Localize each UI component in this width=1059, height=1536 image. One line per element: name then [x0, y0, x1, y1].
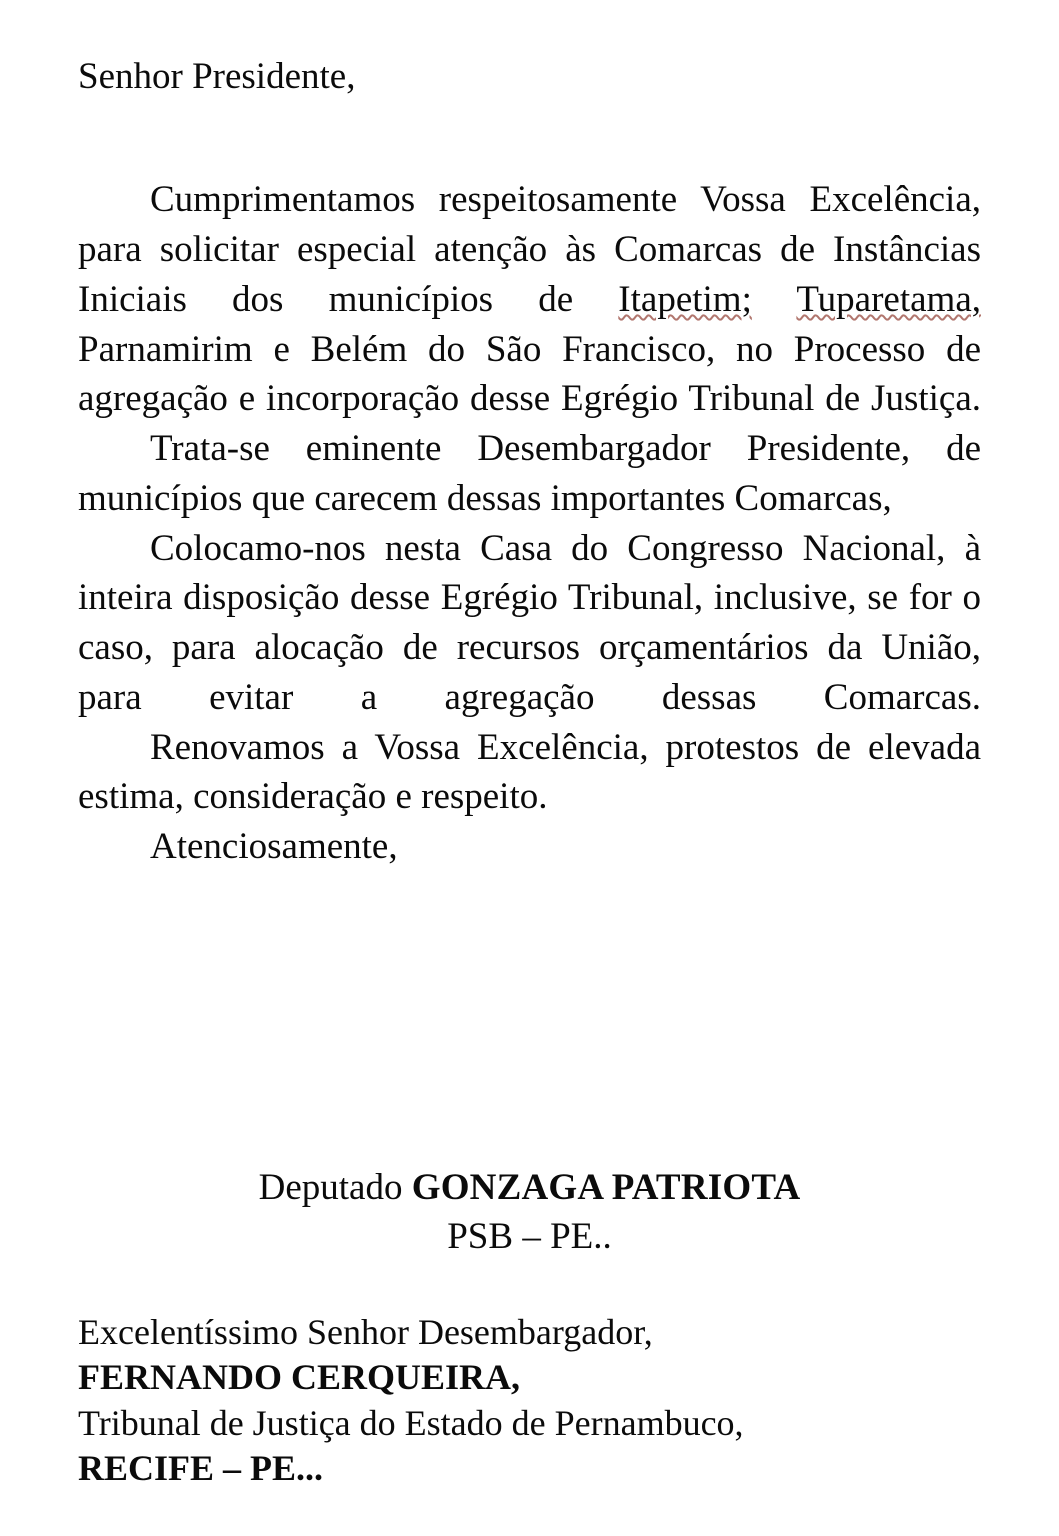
recipient-line-name: FERNANDO CERQUEIRA,: [78, 1357, 521, 1398]
p1-space-a: [752, 279, 797, 320]
salutation-line: Senhor Presidente,: [78, 56, 356, 97]
recipient-line-title: Excelentíssimo Senhor Desembargador,: [78, 1312, 653, 1352]
recipient-line-city: RECIFE – PE...: [78, 1448, 324, 1489]
paragraph-3: Colocamo-nos nesta Casa do Congresso Nacional, à inteira disposição desse Egrégio Tribunal, inclusive, se for o caso, para alocação de recursos orçamentários da União, para evitar a agregação dessas Comarcas.: [78, 527, 981, 718]
paragraph-2: Trata-se eminente Desembargador Presidente, de municípios que carecem dessas importantes Comarcas,: [78, 428, 981, 519]
signature-block: [78, 1163, 981, 1261]
recipient-line-institution: Tribunal de Justiça do Estado de Pernambuco,: [78, 1402, 744, 1443]
signature-name: GONZAGA PATRIOTA: [411, 1167, 801, 1208]
letter-paragraphs: [78, 175, 981, 872]
misspelled-word-itapetim[interactable]: Itapetim;: [618, 278, 752, 320]
signature-party: PSB – PE..: [447, 1216, 612, 1258]
recipient-block: [78, 1310, 981, 1491]
p1-segment-a: Cumprimentamos respeitosamente Vossa Excelência, para solicitar especial atenção às Comarcas de Instâncias Iniciais dos municípios de: [78, 179, 981, 320]
letter-body: [78, 56, 981, 872]
signature-title: Deputado: [258, 1167, 412, 1208]
paragraph-1: [78, 175, 981, 424]
closing-line: Atenciosamente,: [150, 826, 398, 868]
p1-segment-b: Parnamirim e Belém do São Francisco, no Processo de agregação e incorporação desse Egrégio Tribunal de Justiça.: [78, 328, 981, 420]
signature-name-line: [78, 1163, 981, 1212]
misspelled-word-tuparetama[interactable]: Tuparetama,: [796, 278, 981, 320]
paragraph-4: Renovamos a Vossa Excelência, protestos de elevada estima, consideração e respeito.: [78, 726, 981, 818]
